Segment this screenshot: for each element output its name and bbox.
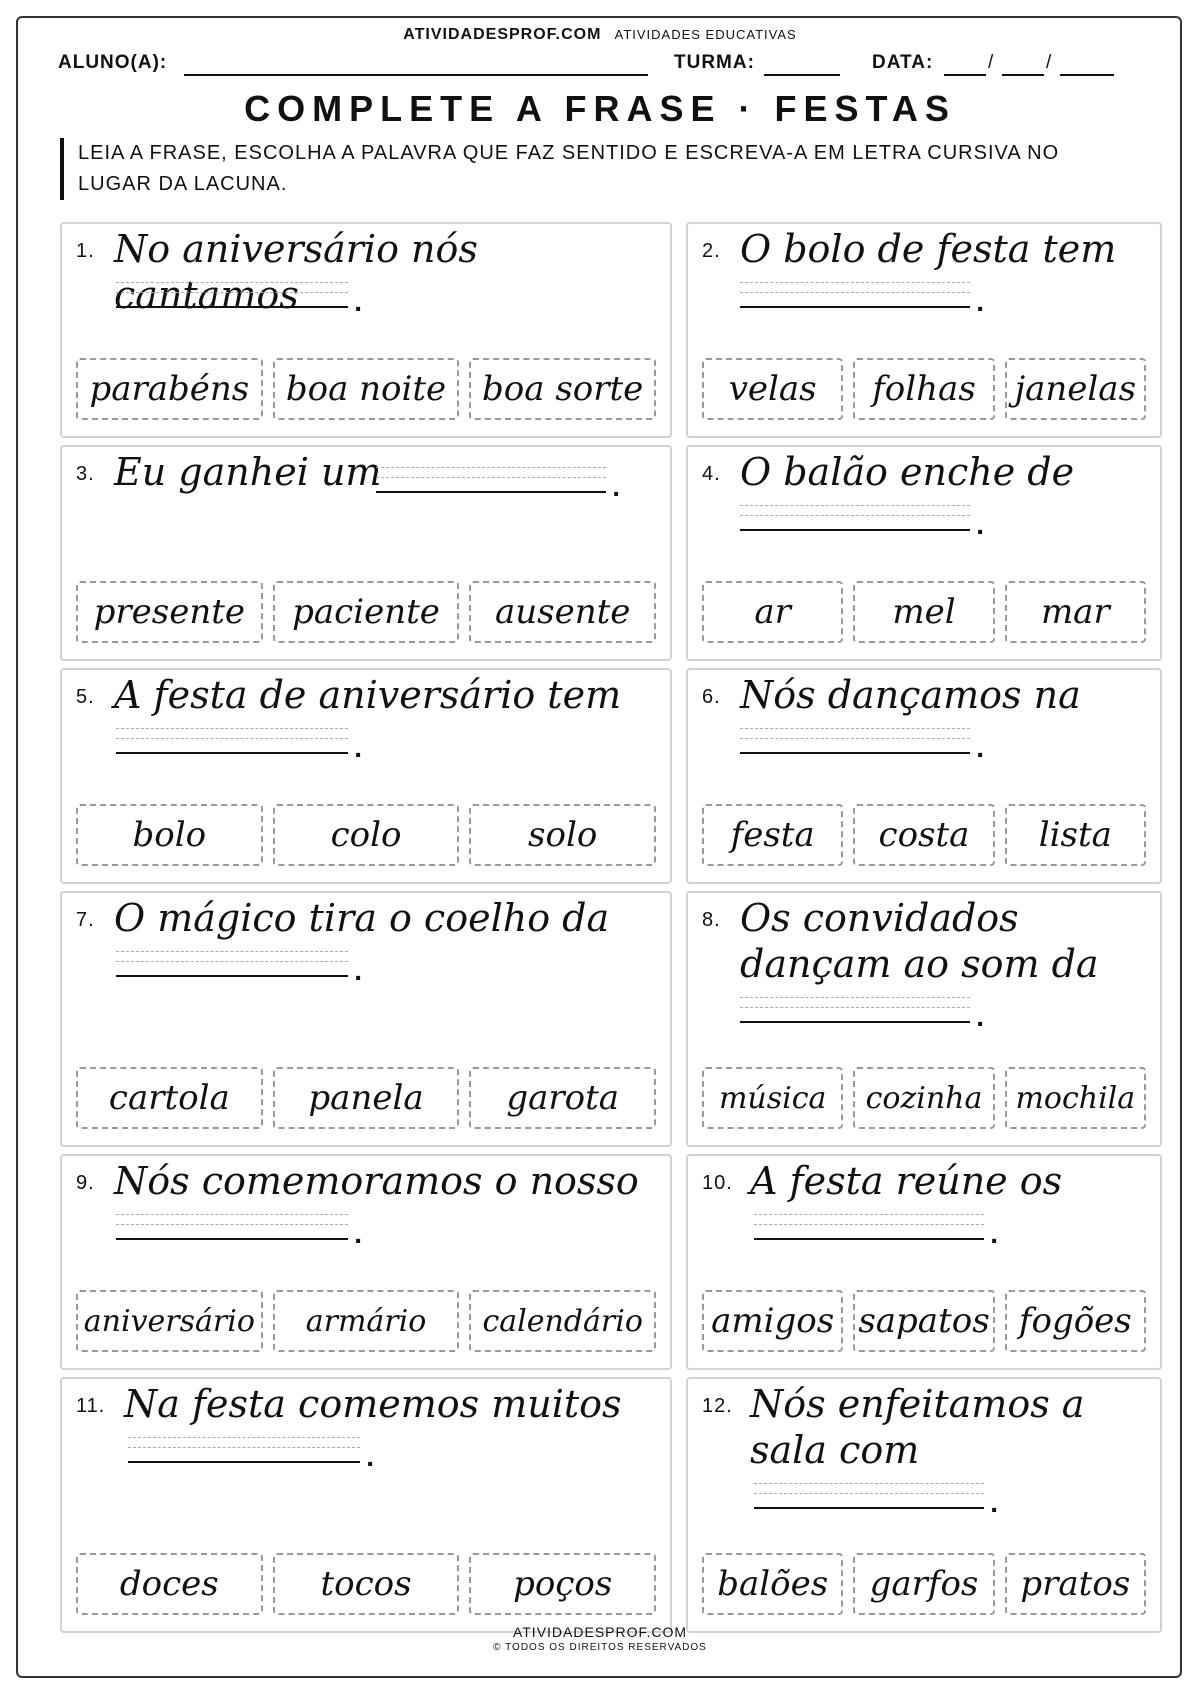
word-option[interactable]: calendário (469, 1290, 656, 1352)
word-options (76, 804, 656, 866)
exercise-sentence: Nós enfeitamos a sala com (750, 1382, 1085, 1472)
word-option[interactable]: mar (1005, 581, 1146, 643)
answer-blank[interactable]: . (740, 282, 970, 308)
word-option[interactable]: cartola (76, 1067, 263, 1129)
exercise-sentence: O balão enche de (740, 450, 1075, 494)
word-option[interactable]: boa noite (273, 358, 460, 420)
exercise-number: 9. (76, 1172, 95, 1194)
date-year-field[interactable] (1060, 74, 1114, 76)
exercise-card-11 (60, 1377, 672, 1633)
exercise-sentence: O bolo de festa tem (740, 227, 1117, 271)
answer-blank[interactable]: . (754, 1483, 984, 1509)
footer (0, 1624, 1200, 1653)
exercise-card-9 (60, 1154, 672, 1370)
answer-blank[interactable]: . (116, 282, 348, 308)
date-slash-2: / (1046, 52, 1053, 73)
word-option[interactable]: presente (76, 581, 263, 643)
instruction-text: LEIA A FRASE, ESCOLHA A PALAVRA QUE FAZ SENTIDO E ESCREVA-A EM LETRA CURSIVA NO LUGAR DA LACUNA. (60, 138, 1120, 200)
word-options (76, 1067, 656, 1129)
exercise-number: 10. (702, 1172, 733, 1194)
word-option[interactable]: panela (273, 1067, 460, 1129)
exercise-sentence: Eu ganhei um (114, 450, 382, 494)
word-option[interactable]: velas (702, 358, 843, 420)
date-slash-1: / (988, 52, 995, 73)
word-option[interactable]: festa (702, 804, 843, 866)
exercise-number: 11. (76, 1395, 106, 1417)
exercise-number: 1. (76, 240, 95, 262)
answer-blank[interactable]: . (116, 951, 348, 977)
word-option[interactable]: música (702, 1067, 843, 1129)
word-option[interactable]: balões (702, 1553, 843, 1615)
exercise-number: 6. (702, 686, 721, 708)
word-option[interactable]: colo (273, 804, 460, 866)
page-title: COMPLETE A FRASE · FESTAS (244, 88, 956, 129)
word-option[interactable]: ausente (469, 581, 656, 643)
word-option[interactable]: parabéns (76, 358, 263, 420)
aluno-label: ALUNO(A): (58, 52, 168, 73)
aluno-field[interactable] (184, 74, 648, 76)
word-option[interactable]: doces (76, 1553, 263, 1615)
word-options (702, 1553, 1146, 1615)
answer-blank[interactable]: . (128, 1437, 360, 1463)
exercise-card-1 (60, 222, 672, 438)
word-option[interactable]: mochila (1005, 1067, 1146, 1129)
word-options (702, 581, 1146, 643)
footer-site: ATIVIDADESPROF.COM (512, 1624, 688, 1640)
exercise-sentence: O mágico tira o coelho da (114, 896, 610, 940)
exercise-card-3 (60, 445, 672, 661)
word-option[interactable]: pratos (1005, 1553, 1146, 1615)
footer-rights: © TODOS OS DIREITOS RESERVADOS (493, 1642, 707, 1653)
word-options (702, 358, 1146, 420)
exercise-number: 3. (76, 463, 95, 485)
exercise-sentence: Na festa comemos muitos (124, 1382, 622, 1426)
exercise-number: 5. (76, 686, 95, 708)
word-options (76, 358, 656, 420)
answer-blank[interactable]: . (754, 1214, 984, 1240)
exercise-sentence: A festa reúne os (750, 1159, 1063, 1203)
exercise-sentence: No aniversário nós cantamos (114, 227, 478, 317)
word-option[interactable]: boa sorte (469, 358, 656, 420)
word-option[interactable]: solo (469, 804, 656, 866)
site-subtitle: ATIVIDADES EDUCATIVAS (614, 27, 797, 42)
word-options (76, 1553, 656, 1615)
word-options (76, 1290, 656, 1352)
answer-blank[interactable]: . (116, 1214, 348, 1240)
answer-blank[interactable]: . (740, 728, 970, 754)
date-day-field[interactable] (944, 74, 986, 76)
exercise-card-7 (60, 891, 672, 1147)
word-option[interactable]: cozinha (853, 1067, 994, 1129)
word-option[interactable]: paciente (273, 581, 460, 643)
exercise-card-6 (686, 668, 1162, 884)
exercise-card-12 (686, 1377, 1162, 1633)
answer-blank[interactable]: . (116, 728, 348, 754)
word-option[interactable]: armário (273, 1290, 460, 1352)
word-option[interactable]: tocos (273, 1553, 460, 1615)
site-header (0, 26, 1200, 44)
word-option[interactable]: bolo (76, 804, 263, 866)
exercise-number: 7. (76, 909, 95, 931)
word-option[interactable]: lista (1005, 804, 1146, 866)
word-option[interactable]: janelas (1005, 358, 1146, 420)
exercise-number: 2. (702, 240, 721, 262)
word-option[interactable]: sapatos (853, 1290, 994, 1352)
word-option[interactable]: garota (469, 1067, 656, 1129)
exercise-card-10 (686, 1154, 1162, 1370)
exercise-number: 4. (702, 463, 721, 485)
word-options (702, 804, 1146, 866)
word-option[interactable]: mel (853, 581, 994, 643)
word-options (76, 581, 656, 643)
site-name: ATIVIDADESPROF.COM (403, 26, 602, 43)
word-option[interactable]: amigos (702, 1290, 843, 1352)
exercise-number: 8. (702, 909, 721, 931)
exercise-card-4 (686, 445, 1162, 661)
date-month-field[interactable] (1002, 74, 1044, 76)
exercise-card-5 (60, 668, 672, 884)
exercise-card-2 (686, 222, 1162, 438)
word-option[interactable]: folhas (853, 358, 994, 420)
word-option[interactable]: costa (853, 804, 994, 866)
student-info-row (58, 52, 1148, 78)
word-option[interactable]: ar (702, 581, 843, 643)
word-option[interactable]: poços (469, 1553, 656, 1615)
word-options (702, 1290, 1146, 1352)
answer-blank[interactable]: . (740, 505, 970, 531)
turma-label: TURMA: (674, 52, 755, 73)
exercise-sentence: A festa de aniversário tem (114, 673, 622, 717)
exercise-card-8 (686, 891, 1162, 1147)
exercise-number: 12. (702, 1395, 733, 1417)
exercise-sentence: Nós comemoramos o nosso (114, 1159, 639, 1203)
answer-blank[interactable]: . (740, 997, 970, 1023)
answer-blank[interactable]: . (376, 467, 606, 493)
data-label: DATA: (872, 52, 934, 73)
word-options (702, 1067, 1146, 1129)
turma-field[interactable] (764, 74, 840, 76)
exercise-sentence: Os convidados dançam ao som da (740, 896, 1099, 986)
word-option[interactable]: aniversário (76, 1290, 263, 1352)
word-option[interactable]: garfos (853, 1553, 994, 1615)
word-option[interactable]: fogões (1005, 1290, 1146, 1352)
exercise-sentence: Nós dançamos na (740, 673, 1081, 717)
